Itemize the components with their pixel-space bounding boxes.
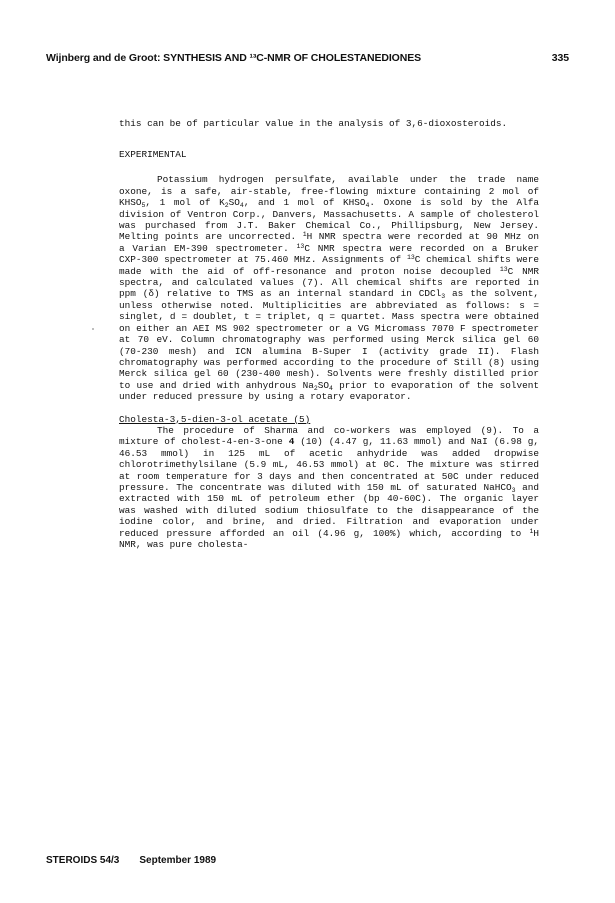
experimental-paragraph: Potassium hydrogen persulfate, available under the trade name oxone, is a safe, air-stable, free-flowing mixture containing 2 mol of $KHSO_5$, 1 mol of $K_2SO_4$, and 1 mol of $KHSO_4$. Oxone is sold by the Alfa division of Ventron Corp., Danvers, Massachusetts. A sample of cholesterol was purchased from J.T. Baker Chemical Co., Phillipsburg, New Jersey. Melting points are uncorrected. $^1$H NMR spectra were recorded at 90 MHz on a Varian EM-390 spectrometer. $^{13}$C NMR spectra were recorded on a Bruker CXP-300 spectrometer at 75.460 MHz. Assignments of $^{13}$C chemical shifts were made with the aid of off-resonance and proton noise decoupled $^{13}$C NMR spectra, and calculated values (7). All chemical shifts are reported in ppm (δ) relative to TMS as an internal standard in CDCl$_3$ as the solvent, unless otherwise noted. Multiplicities are abbreviated as follows: s = singlet, d = doublet, t = triplet, q = quartet. Mass spectra were obtained on either an AEI MS 902 spectrometer or a VG Micromass 7070 F spectrometer at 70 eV. Column chromatography was performed using Merck silica gel 60 (70-230 mesh) and ICN alumina B-Super I (activity grade II). Flash chromatography was performed according to the procedure of Still (8) using Merck silica gel 60 (230-400 mesh). Solvents were freshly distilled prior to use and dried with anhydrous $Na_2SO_4$ prior to evaporation of the solvent under reduced pressure by using a rotary evaporator. [119, 174, 539, 403]
intro-paragraph: this can be of particular value in the analysis of 3,6-dioxosteroids. [119, 118, 508, 129]
compound-number: 4 [288, 436, 295, 448]
journal-issue: STEROIDS 54/3 [46, 855, 120, 866]
page-body [119, 112, 539, 550]
procedure-paragraph: The procedure of Sharma and co-workers was employed (9). To a mixture of cholest-4-en-3-one 4 (10) (4.47 g, 11.63 mmol) and NaI (6.98 g, 46.53 mmol) in 125 mL of acetic anhydride was added dropwise chlorotrimethylsilane (5.9 mL, 46.53 mmol) at 0C. The mixture was stirred at room temperature for 3 days and then concentrated at 50C under reduced pressure. The concentrate was diluted with 150 mL of saturated NaHCO$_3$ and extracted with 150 mL of petroleum ether (bp 40-60C). The organic layer was washed with diluted sodium thiosulfate to the disappearance of the iodine color, and brine, and dried. Filtration and evaporation under reduced pressure afforded an oil (4.96 g, 100%) which, according to $^1$H NMR, was pure cholesta- [119, 424, 540, 550]
page-footer [46, 855, 216, 866]
section-heading: EXPERIMENTAL [119, 149, 187, 160]
issue-date: September 1989 [139, 855, 217, 866]
scan-speck [92, 328, 94, 330]
subsection-heading: Cholesta-3,5-dien-3-ol acetate (5) [119, 413, 311, 425]
running-title: Wijnberg and de Groot: SYNTHESIS AND ¹³C-NMR OF CHOLESTANEDIONES [46, 52, 422, 64]
page-number: 335 [551, 52, 569, 64]
